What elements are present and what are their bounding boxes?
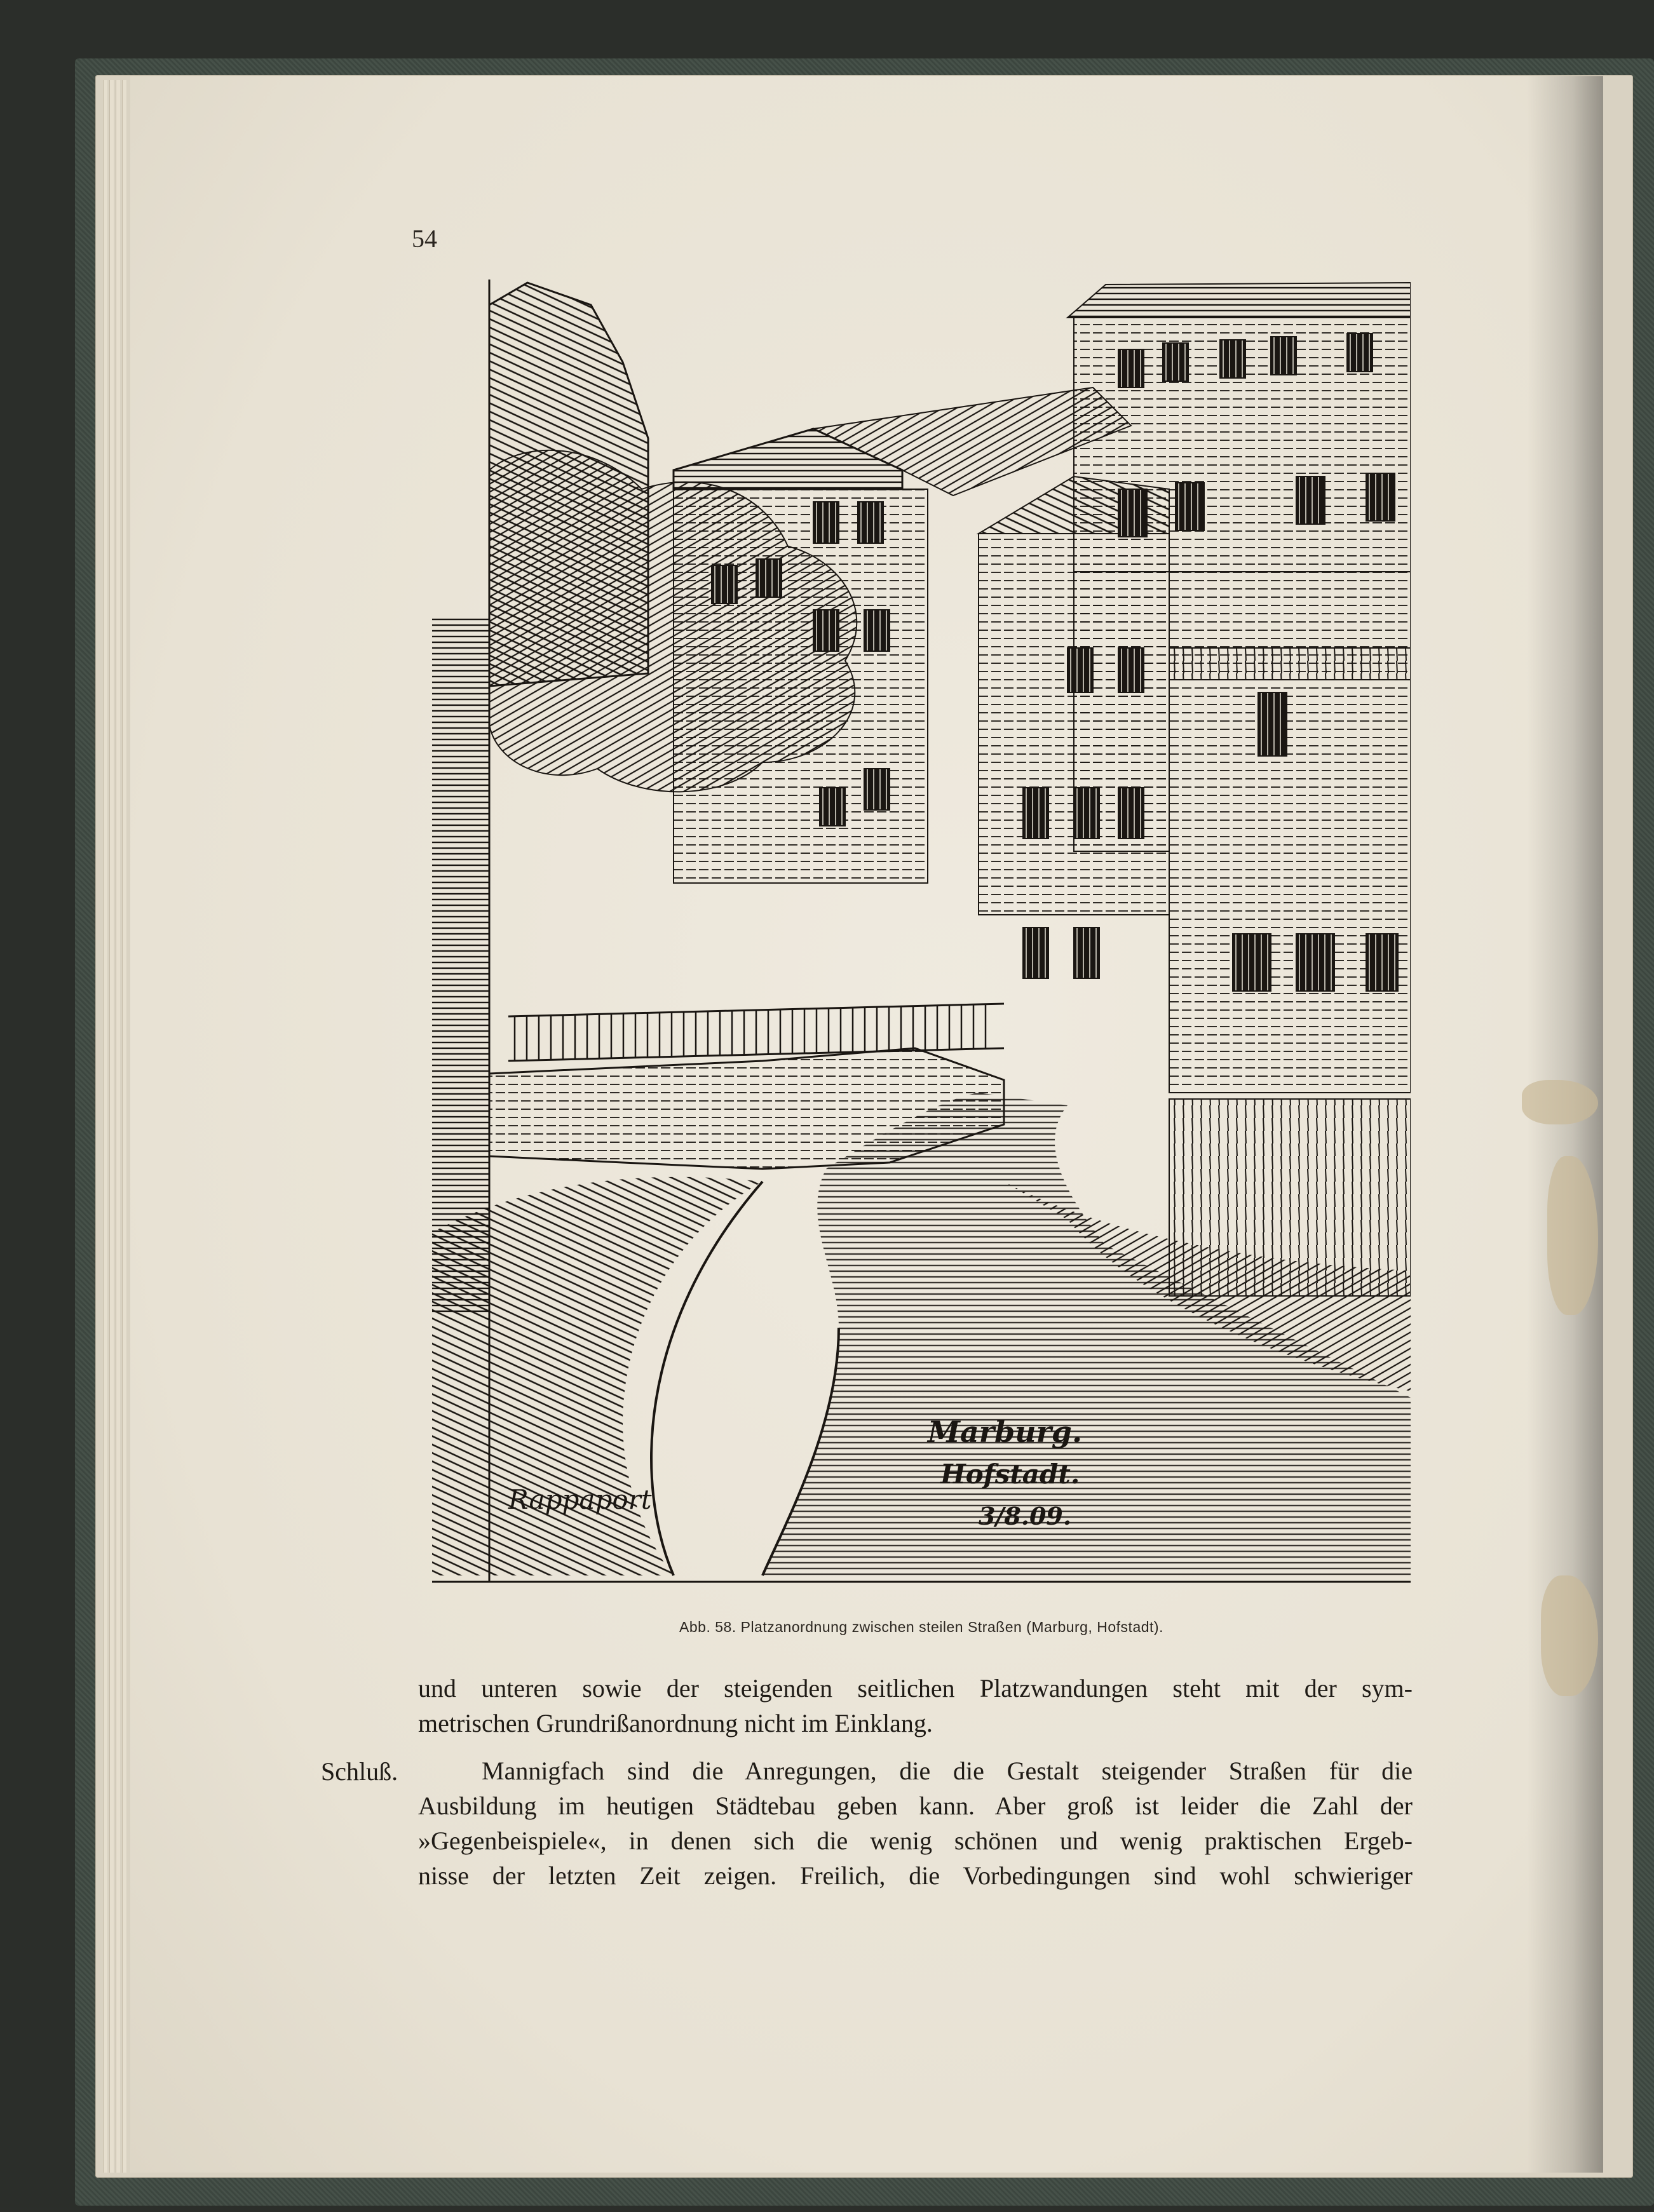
page-number: 54 [412,224,437,253]
street-shadow-left [432,1177,763,1575]
date-inscription: 3/8.09. [979,1502,1072,1530]
figure-illustration [432,280,1411,1595]
page-gutter-shadow [1527,76,1603,2173]
text-line: nisse der letzten Zeit zeigen. Freilich, die Vorbedingungen sind wohl schwieriger [418,1861,1413,1890]
district-inscription: Hofstadt. [940,1459,1080,1490]
figure-caption: Abb. 58. Platzanordnung zwischen steilen Straßen (Marburg, Hofstadt). [679,1619,1163,1635]
awning [1169,648,1411,680]
text-line: Ausbildung im heutigen Städtebau geben kann. Aber groß ist leider die Zahl der [418,1791,1413,1820]
left-wall [432,616,489,1315]
artist-signature: Rappaport [508,1484,652,1515]
street-sketch [432,280,1411,1595]
text-line: metrischen Grundrißanordnung nicht im Einklang. [418,1709,933,1737]
right-house-roof [1068,283,1411,318]
text-line: und unteren sowie der steigenden seitlichen Platzwandungen steht mit der sym- [418,1674,1413,1703]
text-line: »Gegenbeispiele«, in denen sich die wenig schönen und wenig praktischen Ergeb- [418,1826,1413,1855]
body-text [418,1671,1413,1893]
middle-house [674,489,928,883]
paper-damage [1522,1080,1598,1124]
mid-right-house [979,534,1169,915]
place-inscription: Marburg. [928,1415,1082,1449]
margin-note: Schluß. [321,1757,398,1786]
text-line: Mannigfach sind die Anregungen, die die Gestalt steigender Straßen für die [482,1757,1413,1785]
